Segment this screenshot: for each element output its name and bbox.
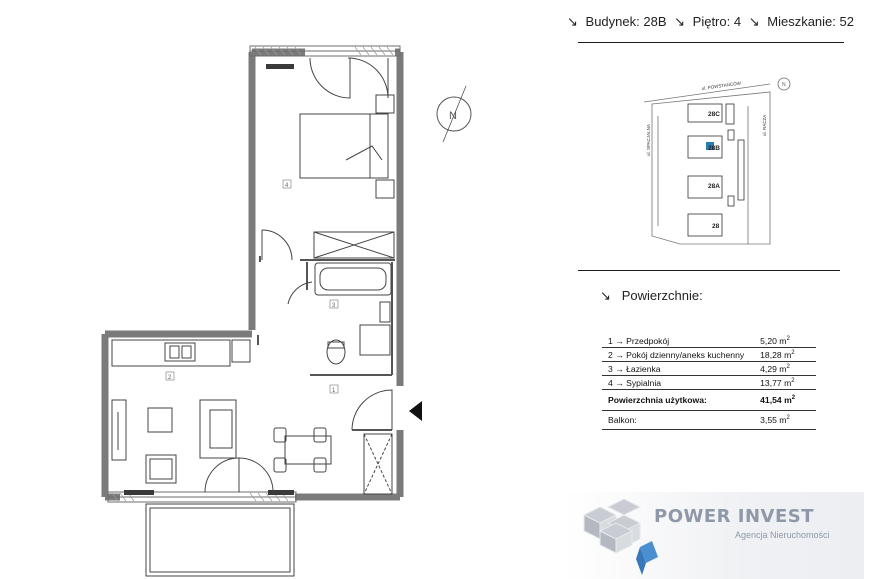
- table-row: [602, 376, 816, 390]
- table-row: [602, 362, 816, 376]
- area-value: 18,28 $m^2$: [746, 348, 816, 362]
- street-top-label: ul. POWSTAŃCÓW: [701, 80, 742, 91]
- building-label: Budynek:: [585, 14, 640, 29]
- area-value: 13,77 $m^2$: [746, 376, 816, 390]
- room-number-3: 3: [332, 303, 336, 309]
- header-arrow-icon: ↘: [567, 14, 578, 29]
- logo-name: POWER INVEST: [654, 506, 815, 527]
- floor-label: Piętro:: [692, 14, 731, 29]
- divider: [578, 270, 840, 271]
- table-row: [602, 334, 816, 348]
- building-28a-label: 28A: [708, 183, 720, 190]
- area-value: 5,20 $m^2$: [746, 334, 816, 348]
- building-28-label: 28: [712, 223, 720, 230]
- street-right-label: ul. RACZA: [762, 114, 767, 136]
- apartment-header: [567, 14, 857, 30]
- entrance-arrow-icon: [409, 401, 422, 421]
- surfaces-arrow-icon: ↘: [600, 288, 611, 303]
- compass-north-icon: [437, 86, 471, 142]
- area-label: 4 → Sypialnia: [602, 376, 746, 390]
- area-label: 2 → Pokój dzienny/aneks kuchenny: [602, 348, 746, 362]
- floor-value: 4: [733, 14, 742, 29]
- total-label: Powierzchnia użytkowa:: [602, 390, 746, 411]
- street-left-label: ul. SPACJALNA: [646, 124, 651, 156]
- total-row: [602, 390, 816, 411]
- building-28b-label: 28B: [708, 145, 720, 152]
- header-arrow-icon: ↘: [674, 14, 686, 29]
- building-28c-label: 28C: [708, 111, 720, 118]
- surfaces-title: [600, 288, 703, 304]
- balcony-value: 3,55 $m^2$: [746, 411, 816, 430]
- divider: [578, 42, 844, 43]
- logo-subtitle: Agencja Nieruchomości: [735, 530, 830, 540]
- apartment-value: 52: [839, 14, 854, 29]
- balcony-label: Balkon:: [602, 411, 746, 430]
- areas-table: [602, 334, 816, 430]
- table-row: [602, 348, 816, 362]
- svg-text:N: N: [449, 110, 457, 122]
- room-number-1: 1: [332, 388, 336, 394]
- company-logo-icon: [578, 497, 662, 577]
- area-value: 4,29 $m^2$: [746, 362, 816, 376]
- total-value: 41,54 $m^2$: [746, 390, 816, 411]
- building-value: 28B: [643, 14, 667, 29]
- room-number-2: 2: [168, 375, 172, 381]
- room-number-4: 4: [285, 183, 289, 189]
- site-plan: [640, 76, 796, 252]
- area-label: 3 → Łazienka: [602, 362, 746, 376]
- surfaces-title-text: Powierzchnie:: [621, 288, 703, 303]
- svg-text:N: N: [782, 82, 786, 88]
- header-arrow-icon: ↘: [748, 14, 760, 29]
- area-label: 1 → Przedpokój: [602, 334, 746, 348]
- apartment-label: Mieszkanie:: [767, 14, 836, 29]
- balcony-row: [602, 411, 816, 430]
